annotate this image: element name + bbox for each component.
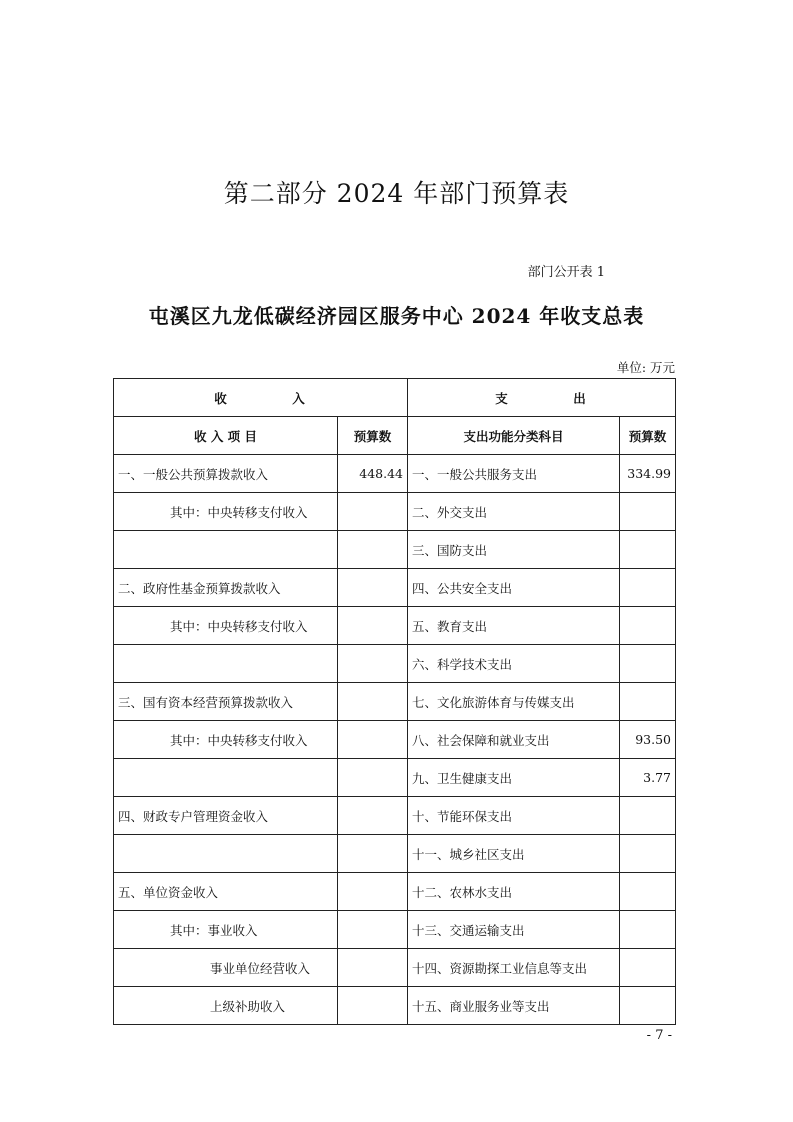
income-item: 事业单位经营收入 xyxy=(114,949,338,987)
table-row xyxy=(114,683,676,721)
expense-item: 十三、交通运输支出 xyxy=(408,911,620,949)
expense-group-header: 支 出 xyxy=(408,379,676,417)
form-number: 部门公开表 1 xyxy=(527,265,605,280)
table-row xyxy=(114,759,676,797)
expense-item: 十二、农林水支出 xyxy=(408,873,620,911)
table-row xyxy=(114,455,676,493)
expense-amount xyxy=(620,493,676,531)
income-item xyxy=(114,531,338,569)
table-row xyxy=(114,607,676,645)
expense-item: 五、教育支出 xyxy=(408,607,620,645)
expense-amount xyxy=(620,797,676,835)
income-item xyxy=(114,645,338,683)
expense-amount xyxy=(620,683,676,721)
table-row xyxy=(114,949,676,987)
expense-item: 十五、商业服务业等支出 xyxy=(408,987,620,1025)
income-amount xyxy=(338,949,408,987)
table-row xyxy=(114,873,676,911)
table-row xyxy=(114,835,676,873)
expense-item-header: 支出功能分类科目 xyxy=(408,417,620,455)
expense-amount xyxy=(620,987,676,1025)
income-item: 上级补助收入 xyxy=(114,987,338,1025)
expense-amount: 334.99 xyxy=(620,455,676,493)
part-title: 第二部分 2024 年部门预算表 xyxy=(223,179,570,208)
table-title: 屯溪区九龙低碳经济园区服务中心 2024 年收支总表 xyxy=(148,304,645,328)
income-amount xyxy=(338,797,408,835)
table-row xyxy=(114,911,676,949)
expense-item: 四、公共安全支出 xyxy=(408,569,620,607)
table-row xyxy=(114,569,676,607)
income-item: 一、一般公共预算拨款收入 xyxy=(114,455,338,493)
income-amount xyxy=(338,987,408,1025)
income-amount xyxy=(338,873,408,911)
expense-amount xyxy=(620,873,676,911)
income-item: 其中：事业收入 xyxy=(114,911,338,949)
income-item-header: 收 入 项 目 xyxy=(114,417,338,455)
table-row xyxy=(114,797,676,835)
income-item: 其中：中央转移支付收入 xyxy=(114,721,338,759)
expense-item: 十四、资源勘探工业信息等支出 xyxy=(408,949,620,987)
expense-item: 六、科学技术支出 xyxy=(408,645,620,683)
income-item: 二、政府性基金预算拨款收入 xyxy=(114,569,338,607)
income-amount xyxy=(338,683,408,721)
income-amount: 448.44 xyxy=(338,455,408,493)
income-amount xyxy=(338,607,408,645)
income-amount xyxy=(338,721,408,759)
income-amount xyxy=(338,569,408,607)
page-number: - 7 - xyxy=(646,1028,672,1043)
income-item xyxy=(114,759,338,797)
expense-item: 一、一般公共服务支出 xyxy=(408,455,620,493)
table-row xyxy=(114,531,676,569)
income-amount xyxy=(338,493,408,531)
expense-amount-header: 预算数 xyxy=(620,417,676,455)
income-item: 其中：中央转移支付收入 xyxy=(114,607,338,645)
table-row xyxy=(114,645,676,683)
income-amount xyxy=(338,759,408,797)
budget-summary-table xyxy=(113,378,676,1025)
expense-item: 九、卫生健康支出 xyxy=(408,759,620,797)
expense-item: 二、外交支出 xyxy=(408,493,620,531)
income-group-header: 收 入 xyxy=(114,379,408,417)
expense-amount xyxy=(620,569,676,607)
expense-amount xyxy=(620,911,676,949)
expense-item: 八、社会保障和就业支出 xyxy=(408,721,620,759)
income-amount xyxy=(338,645,408,683)
column-header-row xyxy=(114,417,676,455)
income-amount xyxy=(338,531,408,569)
income-item: 四、财政专户管理资金收入 xyxy=(114,797,338,835)
expense-amount xyxy=(620,949,676,987)
table-row xyxy=(114,493,676,531)
unit-label: 单位: 万元 xyxy=(616,360,675,375)
table-row xyxy=(114,721,676,759)
income-amount xyxy=(338,911,408,949)
income-amount xyxy=(338,835,408,873)
expense-amount: 3.77 xyxy=(620,759,676,797)
income-item xyxy=(114,835,338,873)
expense-amount: 93.50 xyxy=(620,721,676,759)
expense-amount xyxy=(620,531,676,569)
income-amount-header: 预算数 xyxy=(338,417,408,455)
table-row xyxy=(114,987,676,1025)
income-item: 其中：中央转移支付收入 xyxy=(114,493,338,531)
expense-item: 三、国防支出 xyxy=(408,531,620,569)
expense-item: 十、节能环保支出 xyxy=(408,797,620,835)
expense-amount xyxy=(620,645,676,683)
income-item: 三、国有资本经营预算拨款收入 xyxy=(114,683,338,721)
group-header-row xyxy=(114,379,676,417)
expense-amount xyxy=(620,835,676,873)
expense-item: 七、文化旅游体育与传媒支出 xyxy=(408,683,620,721)
expense-item: 十一、城乡社区支出 xyxy=(408,835,620,873)
expense-amount xyxy=(620,607,676,645)
income-item: 五、单位资金收入 xyxy=(114,873,338,911)
